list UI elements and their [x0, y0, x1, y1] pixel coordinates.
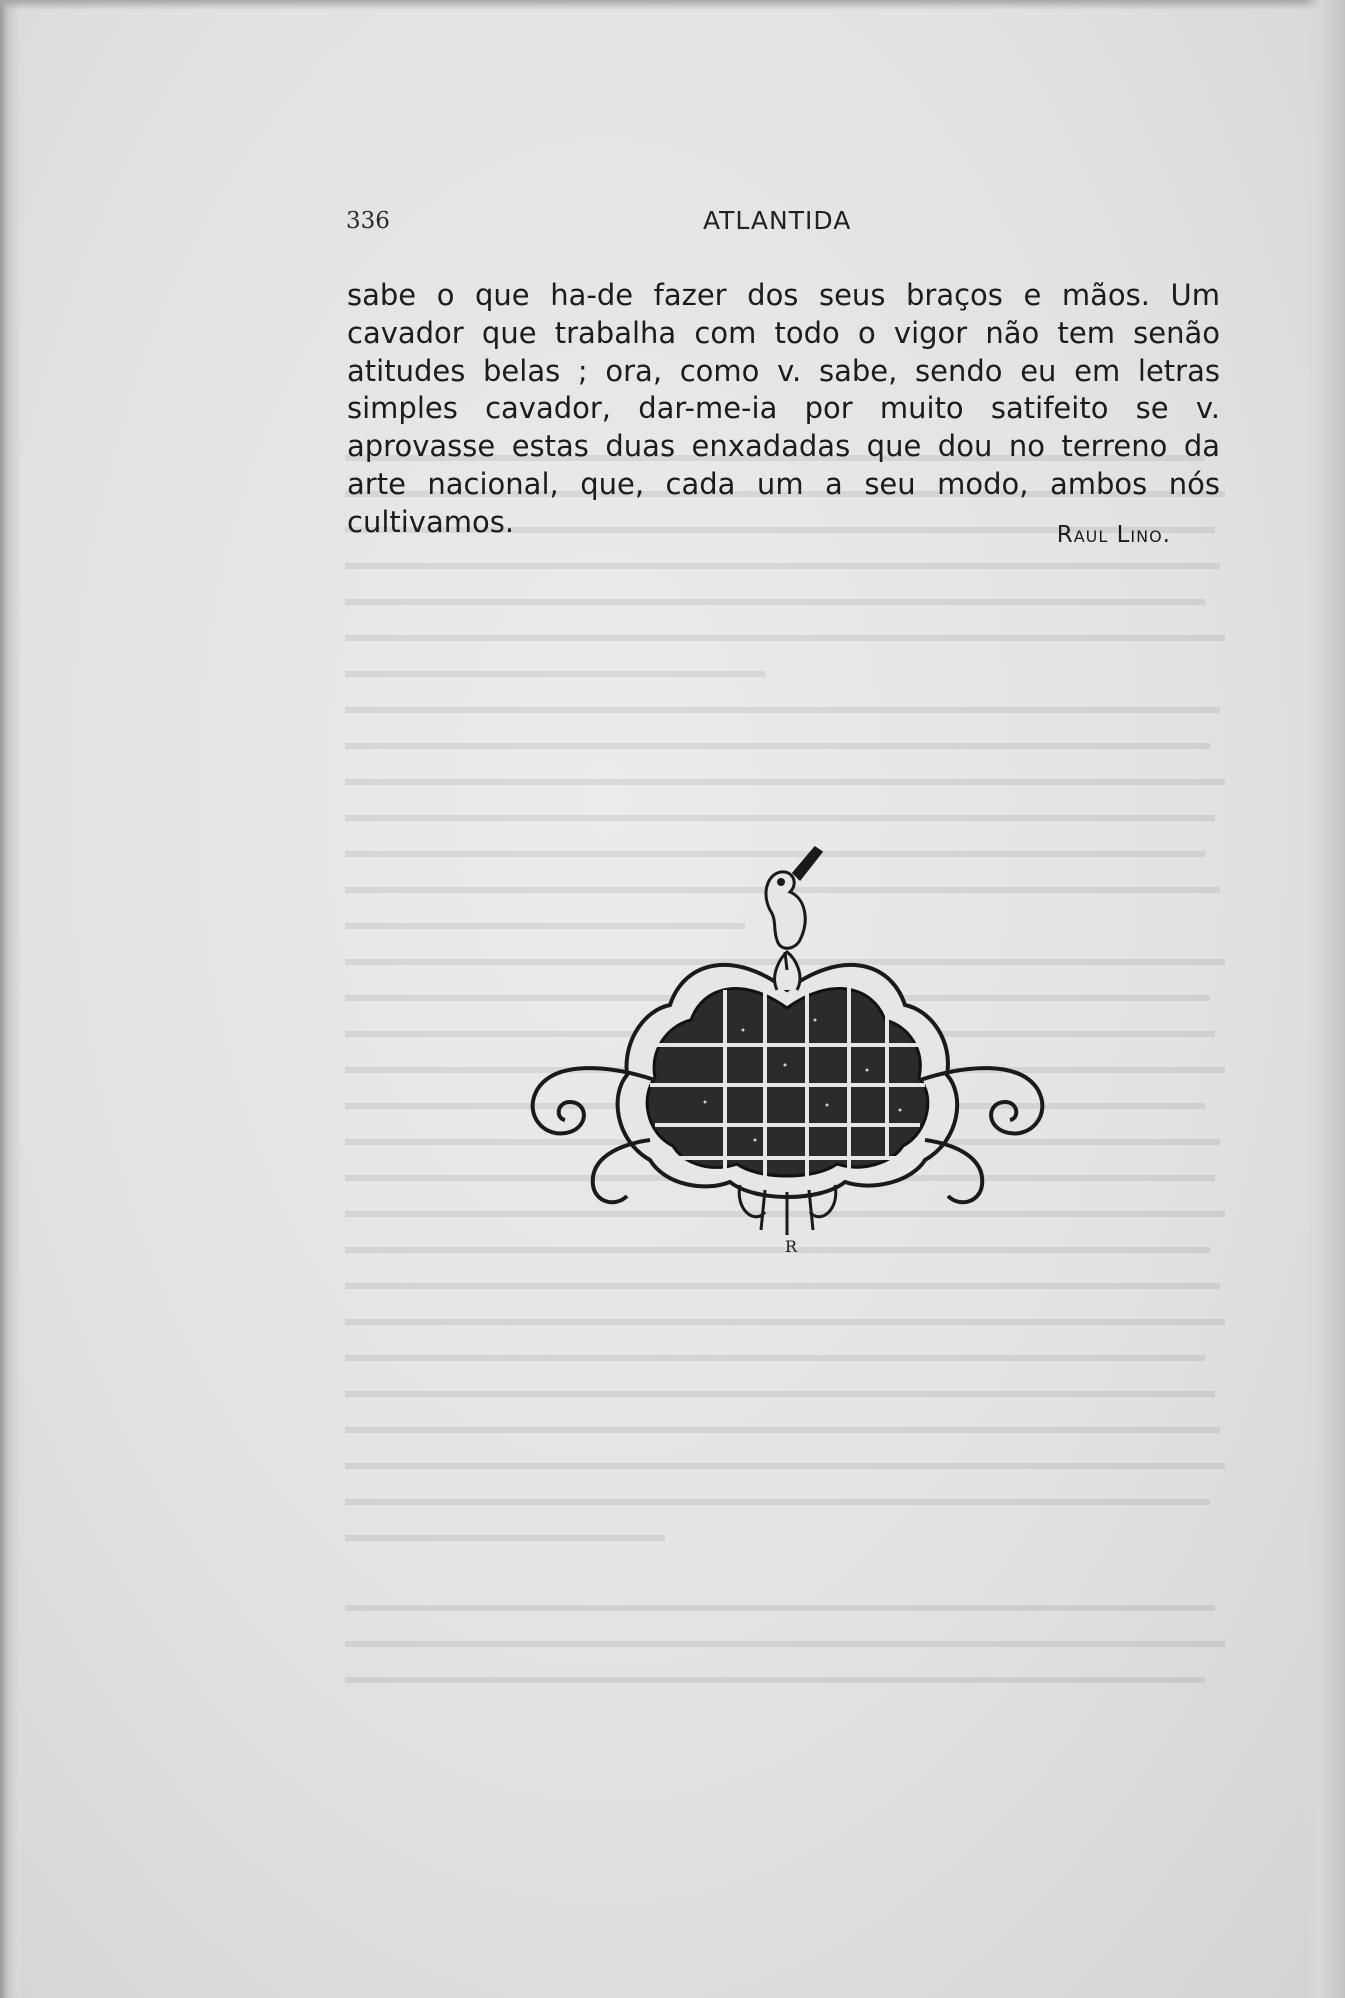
page-right-shadow — [1305, 0, 1345, 1998]
page-number: 336 — [346, 208, 390, 234]
bird-finial — [766, 848, 821, 970]
window-grille-ornament — [515, 840, 1060, 1260]
running-title: ATLANTIDA — [703, 206, 852, 235]
article-paragraph: sabe o que ha-de fazer dos seus braços e mãos. Um cavador que trabalha com todo o vigor não tem senão atitudes belas ; ora, como v. sabe, sendo eu em letras simples cavador, dar-me-ia por muito satifeito se v. aprovasse estas duas enxadadas que dou no terreno da arte nacional, que, cada um a seu modo, ambos nós cultivamos. — [347, 278, 1220, 539]
ornament-top-knob — [775, 952, 800, 990]
author-signature: Raul Lino. — [1056, 522, 1171, 548]
ornament-monogram: R — [785, 1237, 798, 1256]
page-left-edge — [0, 0, 20, 1998]
page-top-edge — [0, 0, 1345, 10]
